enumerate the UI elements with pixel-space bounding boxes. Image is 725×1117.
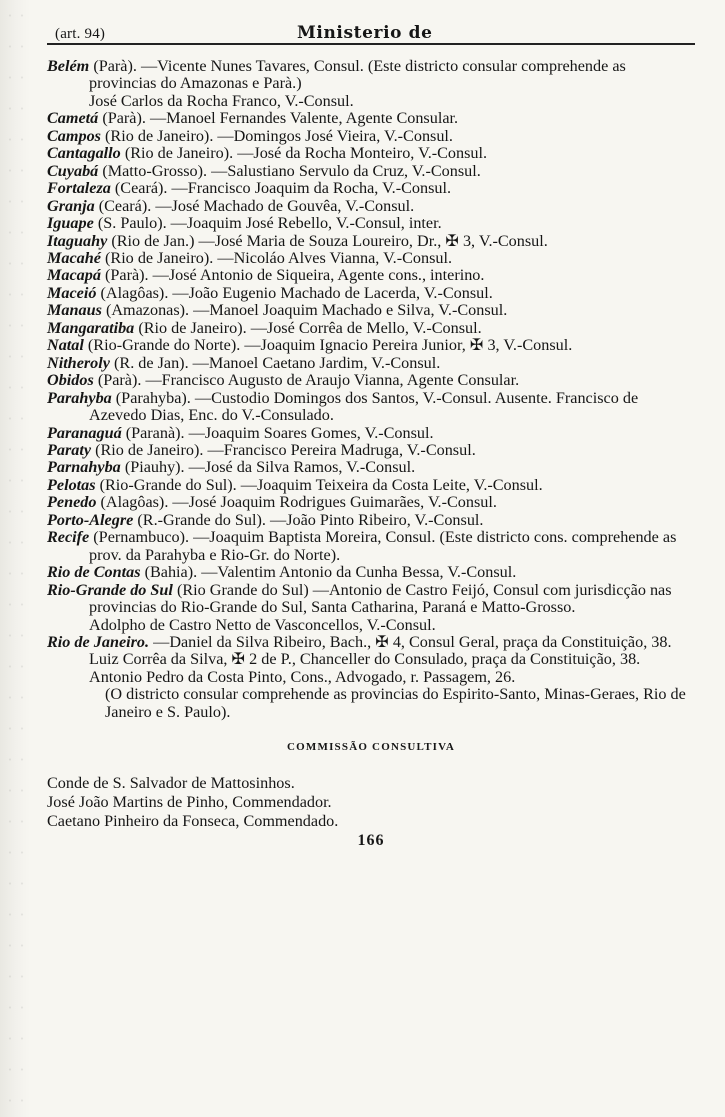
entry-text: —Manoel Fernandes Valente, Agente Consular.: [149, 109, 459, 128]
entry-place: Belém: [47, 57, 90, 75]
entry-iguape: [47, 215, 695, 232]
entry-place: Rio de Contas: [47, 563, 141, 582]
entry-region: (Parà).: [93, 57, 137, 75]
entry-place: Iguape: [47, 214, 94, 233]
page-header: [47, 18, 695, 45]
entry-place: Pelotas: [47, 475, 96, 494]
entry-text: —Joaquim Teixeira da Costa Leite, V.-Consul.: [240, 475, 543, 494]
entry-region: (R. de Jan).: [114, 353, 189, 372]
entry-text: —Salustiano Servulo da Cruz, V.-Consul.: [211, 161, 481, 180]
entry-parahyba: [47, 390, 695, 425]
entry-text: —Antonio de Castro Feijó, Consul com jurisdicção nas provincias do Rio-Grande do Sul, Santa Catharina, Paraná e Matto-Grosso.: [89, 580, 672, 617]
entry-text: —Domingos José Vieira, V.-Consul.: [217, 126, 453, 145]
entry-place: Rio de Janeiro.: [47, 632, 150, 651]
entry-place: Penedo: [47, 493, 97, 512]
entry-text: —José Maria de Souza Loureiro, Dr., ✠ 3, V.-Consul.: [198, 231, 548, 250]
entry-text: —Daniel da Silva Ribeiro, Bach., ✠ 4, Consul Geral, praça da Constituição, 38.: [153, 632, 672, 651]
entry-text: —Custodio Domingos dos Santos, V.-Consul. Ausente. Francisco de Azevedo Dias, Enc. do V.-Consulado.: [89, 388, 639, 425]
entry-text: —Vicente Nunes Tavares, Consul. (Este districto consular comprehende as provincias do Amazonas e Parà.): [89, 57, 626, 93]
entry-text: —Valentim Antonio da Cunha Bessa, V.-Consul.: [201, 563, 517, 582]
entry-rio-de-janeiro-district-note: (O districto consular comprehende as provincias do Espirito-Santo, Minas-Geraes, Rio de Janeiro e S. Paulo).: [105, 685, 686, 721]
entry-maceio: [47, 285, 695, 302]
entry-text: —José Antonio de Siqueira, Agente cons., interino.: [152, 266, 485, 285]
entry-penedo: [47, 494, 695, 511]
entry-rio-de-janeiro-advocate: Antonio Pedro da Costa Pinto, Cons., Advogado, r. Passagem, 26.: [89, 667, 516, 686]
entry-region: (Parahyba).: [115, 388, 191, 407]
entry-place: Cantagallo: [47, 144, 121, 163]
entry-macapa: [47, 267, 695, 284]
entry-fortaleza: [47, 180, 695, 197]
commission-title: COMMISSÃO CONSULTIVA: [287, 741, 455, 754]
commission-member: José João Martins de Pinho, Commendador.: [47, 793, 332, 812]
entry-place: Parahyba: [47, 388, 112, 407]
entry-region: (Ceará).: [114, 179, 168, 198]
entry-place: Maceió: [47, 283, 97, 302]
entry-cuyaba: [47, 163, 695, 180]
entry-mangaratiba: [47, 320, 695, 337]
entry-rio-grande-do-sul-vice-consul: Adolpho de Castro Netto de Vasconcellos, V.-Consul.: [89, 615, 436, 634]
entry-place: Cametá: [47, 109, 99, 128]
entry-place: Macapá: [47, 266, 101, 285]
entry-region: (S. Paulo).: [97, 214, 167, 233]
entry-rio-grande-do-sul: [47, 582, 695, 617]
entry-place: Obidos: [47, 371, 94, 390]
entry-text: —João Pinto Ribeiro, V.-Consul.: [270, 510, 484, 529]
entry-place: Fortaleza: [47, 179, 111, 198]
entry-region: (Rio de Janeiro).: [124, 144, 234, 163]
entry-paranagua: [47, 425, 695, 442]
consular-list: [47, 58, 695, 721]
entry-region: (Bahia).: [144, 563, 198, 582]
entry-place: Nitheroly: [47, 353, 110, 372]
entry-text: —Francisco Joaquim da Rocha, V.-Consul.: [171, 179, 452, 198]
entry-rio-de-contas: [47, 564, 695, 581]
entry-cameta: [47, 110, 695, 127]
entry-text: —Joaquim Soares Gomes, V.-Consul.: [188, 423, 434, 442]
entry-recife: [47, 529, 695, 564]
entry-text: —José da Silva Ramos, V.-Consul.: [188, 458, 416, 477]
entry-place: Porto-Alegre: [47, 510, 134, 529]
entry-region: (Rio-Grande do Sul).: [99, 475, 237, 494]
entry-place: Rio-Grande do Sul: [47, 580, 173, 599]
entry-text: —Manoel Joaquim Machado e Silva, V.-Consul.: [193, 301, 508, 320]
entry-text: —Joaquim José Rebello, V.-Consul, inter.: [170, 214, 442, 233]
entry-region: (Rio de Janeiro).: [105, 248, 214, 267]
entry-place: Paranaguá: [47, 423, 122, 442]
entry-text: —José Corrêa de Mello, V.-Consul.: [250, 318, 482, 337]
entry-place: Natal: [47, 336, 84, 355]
entry-itaguahy: [47, 233, 695, 250]
entry-campos: [47, 128, 695, 145]
entry-region: (Matto-Grosso).: [102, 161, 208, 180]
entry-region: (Rio de Jan.): [111, 231, 195, 250]
entry-place: Granja: [47, 196, 95, 215]
entry-obidos: [47, 372, 695, 389]
entry-granja: [47, 198, 695, 215]
entry-place: Mangaratiba: [47, 318, 135, 337]
entry-text: —Francisco Augusto de Araujo Vianna, Agente Consular.: [145, 371, 520, 390]
entry-region: (Paranà).: [125, 423, 185, 442]
entry-porto-alegre: [47, 512, 695, 529]
entry-natal: [47, 337, 695, 354]
entry-region: (Rio-Grande do Norte).: [87, 336, 241, 355]
entry-region: (Rio de Janeiro).: [138, 318, 247, 337]
entry-cantagallo: [47, 145, 695, 162]
entry-region: (Ceará).: [98, 196, 152, 215]
entry-place: Manaus: [47, 301, 102, 320]
entry-text: —João Eugenio Machado de Lacerda, V.-Consul.: [172, 283, 493, 302]
entry-text: —Joaquim Baptista Moreira, Consul. (Este districto cons. comprehende as prov. da Parahyba e Rio-Gr. do Norte).: [89, 528, 677, 564]
entry-belem: [47, 58, 695, 93]
entry-text: —José Joaquim Rodrigues Guimarães, V.-Consul.: [172, 493, 497, 512]
entry-region: (Parà).: [102, 109, 146, 128]
entry-manaus: [47, 302, 695, 319]
entry-region: (Pernambuco).: [93, 528, 190, 547]
entry-parnahyba: [47, 459, 695, 476]
entry-text: —Joaquim Ignacio Pereira Junior, ✠ 3, V.-Consul.: [244, 336, 573, 355]
entry-text: —Nicoláo Alves Vianna, V.-Consul.: [217, 248, 453, 267]
page-number: 166: [357, 832, 385, 850]
running-title: Ministerio de: [297, 23, 433, 43]
entry-place: Campos: [47, 126, 101, 145]
entry-region: (Parà).: [97, 371, 142, 390]
entry-region: (Piauhy).: [124, 458, 185, 477]
commission-member: Caetano Pinheiro da Fonseca, Commendado.: [47, 812, 339, 831]
entry-text: —José Machado de Gouvêa, V.-Consul.: [155, 196, 415, 215]
consultative-commission: [47, 741, 695, 831]
scan-noise: [4, 0, 26, 1117]
entry-rio-de-janeiro-chanceller: Luiz Corrêa da Silva, ✠ 2 de P., Chanceller do Consulado, praça da Constituição, 38.: [89, 650, 641, 669]
entry-pelotas: [47, 477, 695, 494]
entry-place: Cuyabá: [47, 161, 99, 180]
entry-text: —José da Rocha Monteiro, V.-Consul.: [237, 144, 488, 163]
page-reference: (art. 94): [55, 26, 106, 42]
entry-paraty: [47, 442, 695, 459]
entry-region: (Parà).: [105, 266, 149, 285]
entry-place: Paraty: [47, 440, 92, 459]
entry-region: (Alagôas).: [100, 493, 169, 512]
entry-text: —Francisco Pereira Madruga, V.-Consul.: [207, 440, 476, 459]
entry-nitheroly: [47, 355, 695, 372]
entry-region: (R.-Grande do Sul).: [137, 510, 266, 529]
entry-place: Itaguahy: [47, 231, 108, 250]
entry-rio-de-janeiro: [47, 634, 695, 651]
entry-region: (Rio de Janeiro).: [95, 440, 204, 459]
entry-belem-vice-consul: José Carlos da Rocha Franco, V.-Consul.: [89, 91, 354, 110]
entry-text: —Manoel Caetano Jardim, V.-Consul.: [192, 353, 441, 372]
scan-gutter: [0, 0, 30, 1117]
entry-macahe: [47, 250, 695, 267]
entry-region: (Rio de Janeiro).: [105, 126, 214, 145]
entry-region: (Amazonas).: [105, 301, 190, 320]
entry-place: Parnahyba: [47, 458, 121, 477]
commission-member: Conde de S. Salvador de Mattosinhos.: [47, 774, 295, 793]
entry-region: (Rio Grande do Sul): [176, 580, 309, 599]
entry-place: Recife: [47, 528, 90, 547]
entry-region: (Alagôas).: [100, 283, 169, 302]
entry-place: Macahé: [47, 248, 101, 267]
